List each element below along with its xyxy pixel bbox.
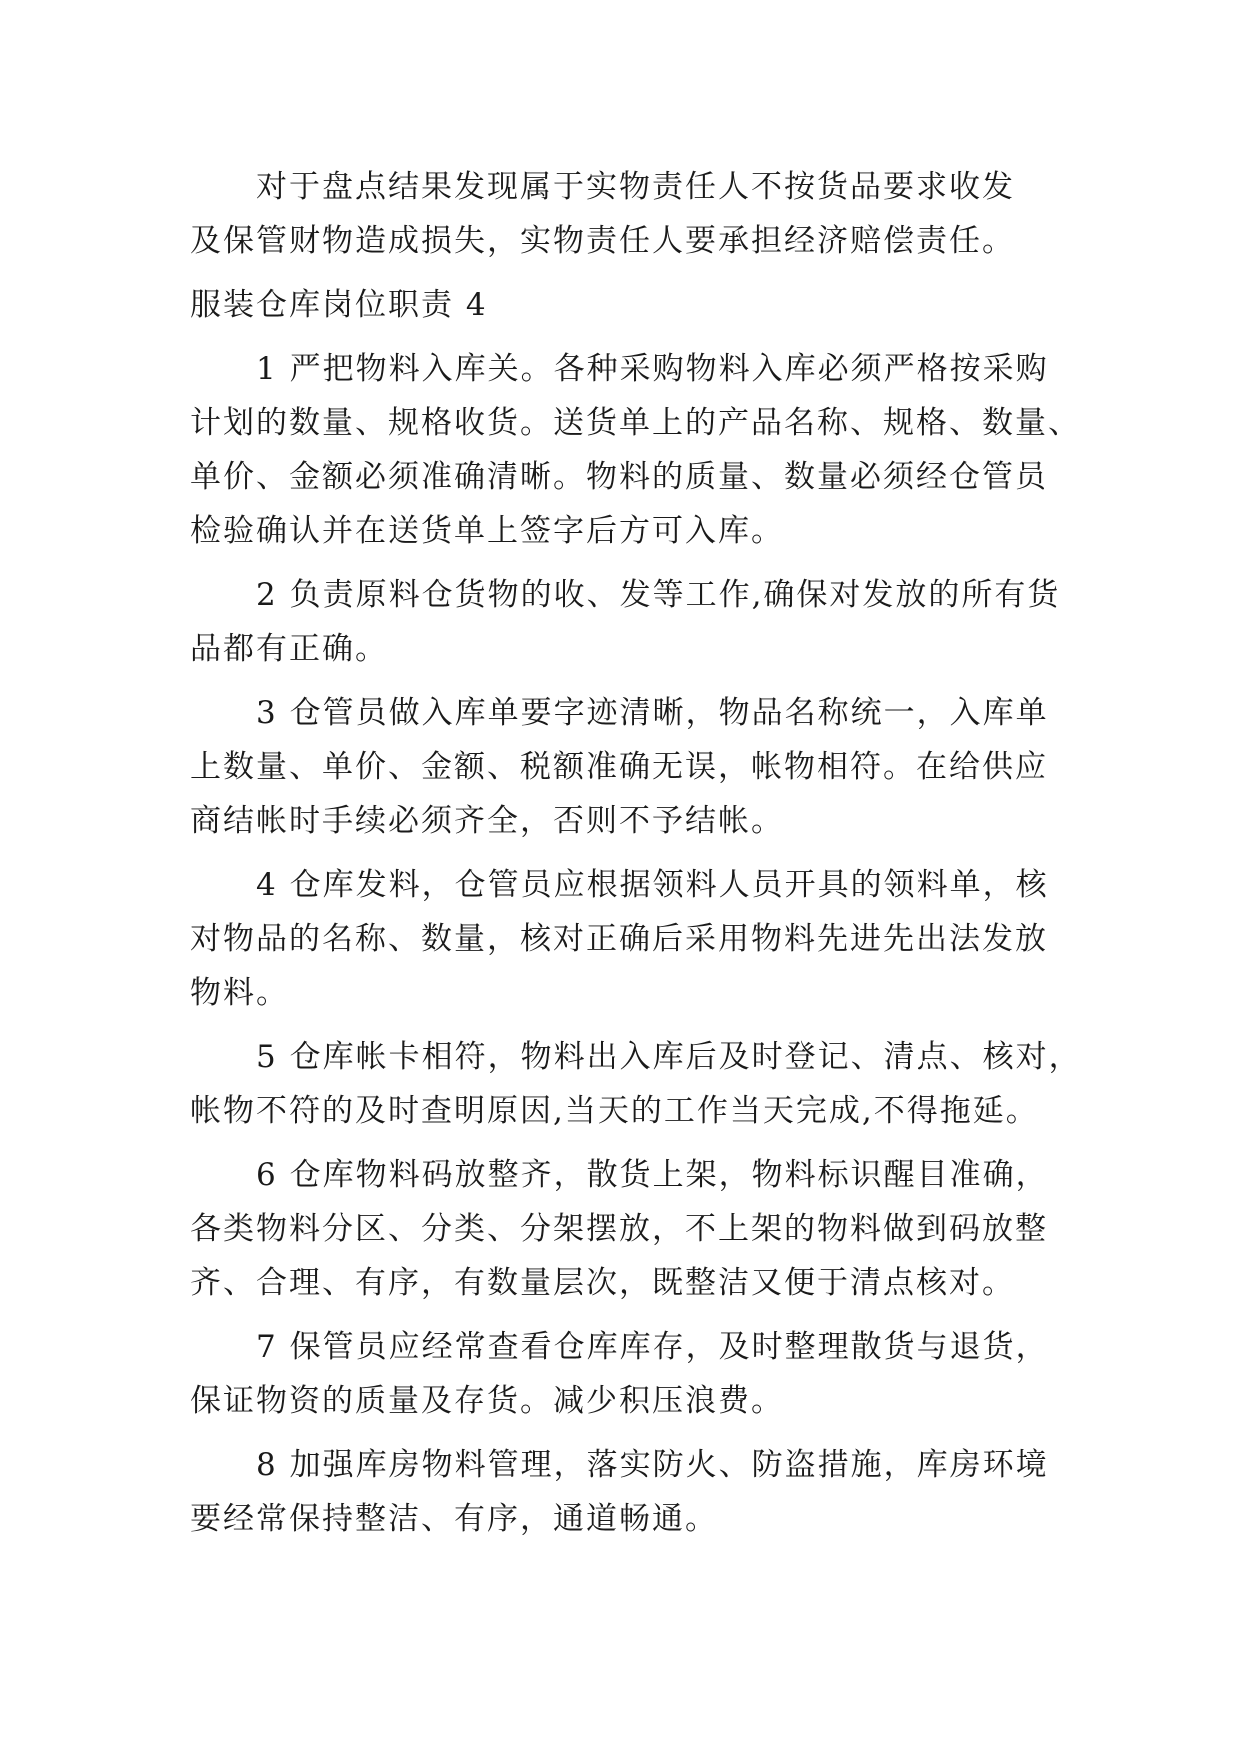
text-line: 品都有正确。 bbox=[190, 631, 388, 667]
text-line: 对于盘点结果发现属于实物责任人不按货品要求收发 bbox=[256, 169, 1015, 205]
text-line: 2 负责原料仓货物的收、发等工作,确保对发放的所有货 bbox=[256, 577, 1061, 613]
text-line: 检验确认并在送货单上签字后方可入库。 bbox=[190, 513, 784, 549]
text-line: 1 严把物料入库关。各种采购物料入库必须严格按采购 bbox=[256, 351, 1049, 387]
paragraph-item-6 bbox=[190, 1148, 1060, 1310]
paragraph-item-8 bbox=[190, 1438, 1060, 1546]
paragraph-item-3 bbox=[190, 686, 1060, 848]
text-line: 上数量、单价、金额、税额准确无误，帐物相符。在给供应 bbox=[190, 749, 1048, 785]
text-line: 6 仓库物料码放整齐，散货上架，物料标识醒目准确， bbox=[256, 1157, 1049, 1193]
text-line: 3 仓管员做入库单要字迹清晰，物品名称统一，入库单 bbox=[256, 695, 1049, 731]
text-line: 计划的数量、规格收货。送货单上的产品名称、规格、数量、 bbox=[190, 405, 1081, 441]
text-line: 5 仓库帐卡相符，物料出入库后及时登记、清点、核对， bbox=[256, 1039, 1082, 1075]
text-line: 要经常保持整洁、有序，通道畅通。 bbox=[190, 1501, 718, 1537]
paragraph-item-2 bbox=[190, 568, 1060, 676]
text-line: 对物品的名称、数量，核对正确后采用物料先进先出法发放 bbox=[190, 921, 1048, 957]
text-line: 7 保管员应经常查看仓库库存，及时整理散货与退货， bbox=[256, 1329, 1049, 1365]
text-line: 及保管财物造成损失，实物责任人要承担经济赔偿责任。 bbox=[190, 223, 1015, 259]
paragraph-item-1 bbox=[190, 342, 1081, 558]
text-line: 8 加强库房物料管理，落实防火、防盗措施，库房环境 bbox=[256, 1447, 1049, 1483]
text-line: 商结帐时手续必须齐全，否则不予结帐。 bbox=[190, 803, 784, 839]
document-body bbox=[190, 160, 1082, 1556]
text-line: 各类物料分区、分类、分架摆放，不上架的物料做到码放整 bbox=[190, 1211, 1048, 1247]
paragraph-item-5 bbox=[190, 1030, 1082, 1138]
section-heading bbox=[190, 278, 1060, 332]
paragraph-item-7 bbox=[190, 1320, 1060, 1428]
heading-text: 服装仓库岗位职责 4 bbox=[190, 287, 488, 323]
text-line: 帐物不符的及时查明原因,当天的工作当天完成,不得拖延。 bbox=[190, 1093, 1039, 1129]
text-line: 单价、金额必须准确清晰。物料的质量、数量必须经仓管员 bbox=[190, 459, 1048, 495]
text-line: 保证物资的质量及存货。减少积压浪费。 bbox=[190, 1383, 784, 1419]
paragraph-item-4 bbox=[190, 858, 1060, 1020]
text-line: 4 仓库发料，仓管员应根据领料人员开具的领料单，核 bbox=[256, 867, 1049, 903]
paragraph-intro bbox=[190, 160, 1060, 268]
text-line: 物料。 bbox=[190, 975, 289, 1011]
text-line: 齐、合理、有序，有数量层次，既整洁又便于清点核对。 bbox=[190, 1265, 1015, 1301]
